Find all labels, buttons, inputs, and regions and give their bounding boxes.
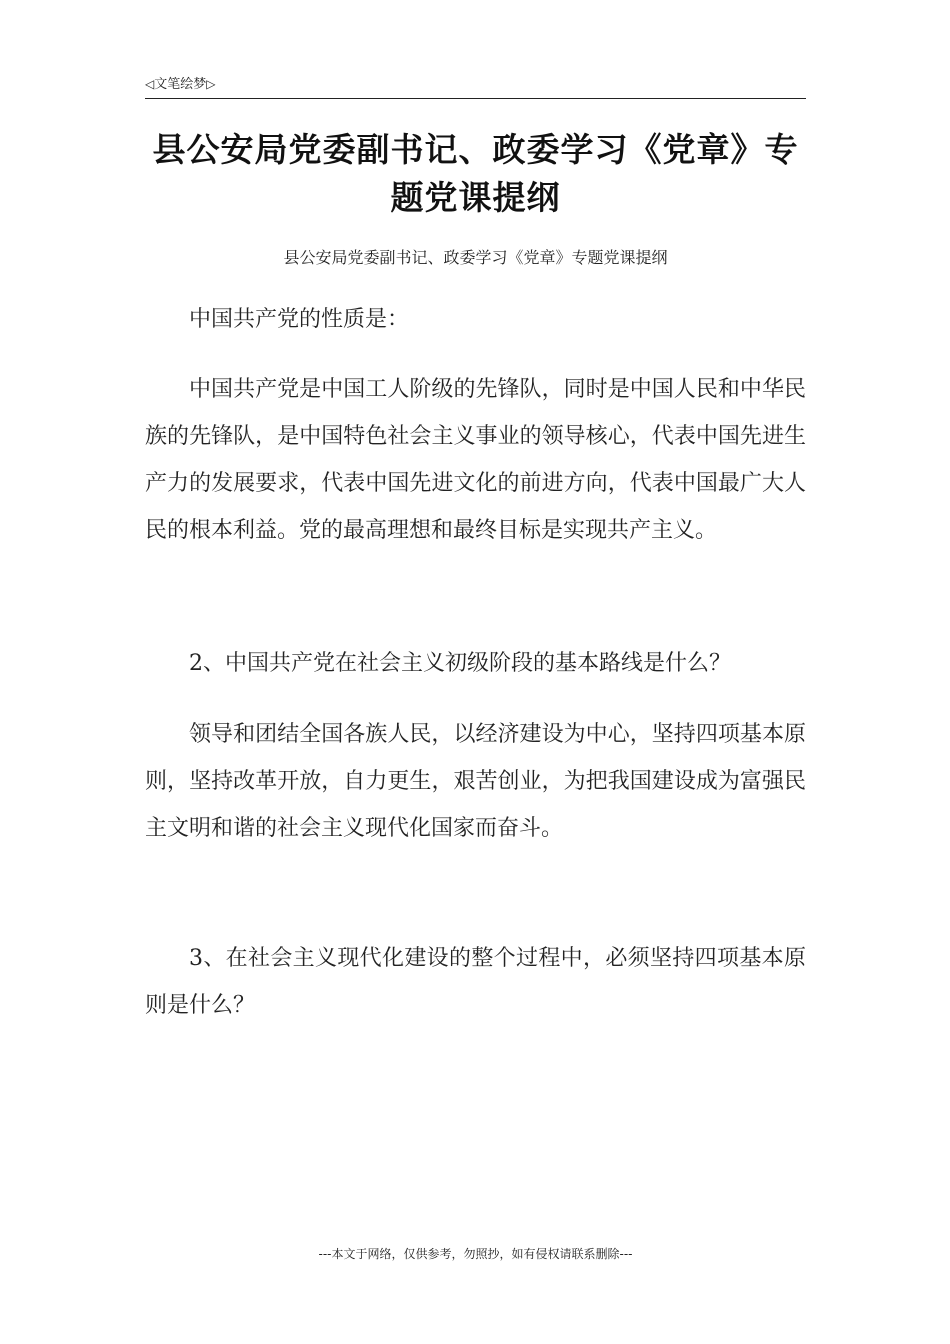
paragraph: [145, 296, 806, 343]
right-triangle-icon: ▷: [206, 77, 216, 91]
paragraph: [145, 640, 806, 687]
paragraph-text: 2、中国共产党在社会主义初级阶段的基本路线是什么？: [189, 651, 731, 676]
document-title: 县公安局党委副书记、政委学习《党章》专题党课提纲: [152, 130, 799, 217]
page-header: [145, 74, 806, 99]
left-triangle-icon: ◁: [145, 77, 155, 91]
document-subtitle: 县公安局党委副书记、政委学习《党章》专题党课提纲: [283, 248, 668, 267]
paragraph: [145, 935, 806, 1029]
paragraph: [145, 366, 806, 554]
header-brand: 文笔绘梦: [154, 77, 207, 92]
paragraph-text: 中国共产党是中国工人阶级的先锋队，同时是中国人民和中华民族的先锋队，是中国特色社会主义事业的领导核心，代表中国先进生产力的发展要求，代表中国先进文化的前进方向，代表中国最广大人民的根本利益。党的最高理想和最终目标是实现共产主义。: [145, 377, 806, 543]
paragraph-text: 中国共产党的性质是：: [189, 307, 410, 332]
paragraph-text: 领导和团结全国各族人民，以经济建设为中心，坚持四项基本原则，坚持改革开放，自力更生，艰苦创业，为把我国建设成为富强民主文明和谐的社会主义现代化国家而奋斗。: [145, 722, 806, 841]
paragraph: [145, 711, 806, 852]
footer-disclaimer: ---本文于网络，仅供参考，勿照抄，如有侵权请联系删除---: [318, 1247, 633, 1261]
paragraph-text: 3、在社会主义现代化建设的整个过程中，必须坚持四项基本原则是什么？: [145, 946, 806, 1018]
